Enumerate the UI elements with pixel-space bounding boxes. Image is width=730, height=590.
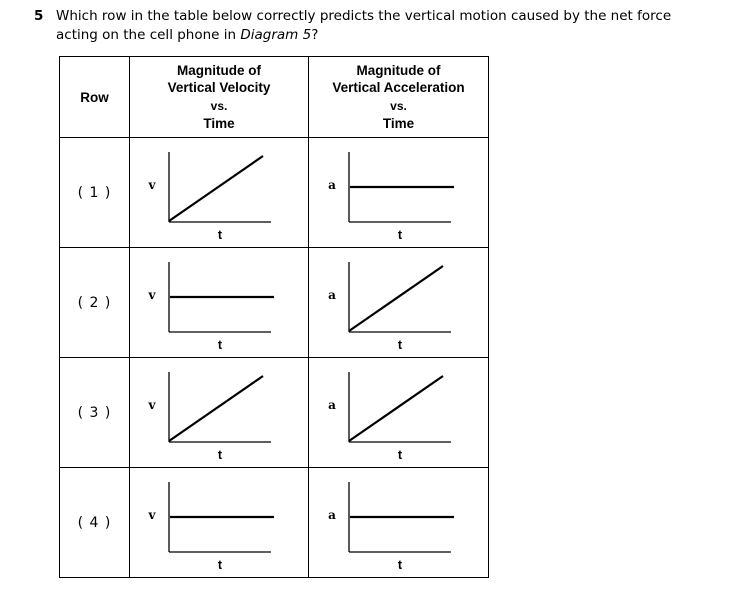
question-number: 5 <box>34 8 44 24</box>
velocity-graph <box>144 469 294 577</box>
velocity-graph-curve <box>169 376 263 441</box>
question-text-before: Which row in the table below correctly predicts the vertical motion caused by the net force acting on the cell phone in <box>56 8 672 43</box>
table-row <box>60 248 489 358</box>
header-velocity <box>130 57 309 138</box>
header-row: Row <box>60 57 130 138</box>
question-text-after: ? <box>311 27 319 43</box>
table-row <box>60 358 489 468</box>
header-acceleration-line-2: Vertical Acceleration <box>332 80 465 95</box>
header-acceleration-line-4: Time <box>382 116 415 131</box>
acceleration-graph-x-label: t <box>397 557 402 572</box>
header-velocity-line-3: vs. <box>210 99 228 113</box>
acceleration-graph-x-label: t <box>397 447 402 462</box>
header-acceleration-line-1: Magnitude of <box>356 63 441 78</box>
acceleration-graph-cell <box>309 138 489 248</box>
acceleration-graph-y-label: a <box>327 177 336 192</box>
table-header-row <box>60 57 489 138</box>
velocity-graph-curve <box>169 156 263 221</box>
question-text-italic: Diagram 5 <box>240 27 312 43</box>
velocity-graph-cell <box>130 358 309 468</box>
acceleration-graph-cell <box>309 468 489 578</box>
acceleration-graph <box>324 139 474 247</box>
header-velocity-line-1: Magnitude of <box>177 63 261 78</box>
velocity-graph-y-label: v <box>148 397 156 412</box>
acceleration-graph-cell <box>309 358 489 468</box>
velocity-graph <box>144 359 294 467</box>
row-label: ( 1 ) <box>60 138 130 248</box>
acceleration-graph-y-label: a <box>327 287 336 302</box>
velocity-graph-x-label: t <box>217 227 223 242</box>
velocity-graph-y-label: v <box>148 507 156 522</box>
row-label: ( 3 ) <box>60 358 130 468</box>
velocity-graph-x-label: t <box>217 337 223 352</box>
velocity-graph <box>144 249 294 357</box>
acceleration-graph-curve <box>349 266 443 331</box>
velocity-graph-y-label: v <box>148 287 156 302</box>
acceleration-graph-y-label: a <box>327 507 336 522</box>
velocity-graph-cell <box>130 468 309 578</box>
header-velocity-line-2: Vertical Velocity <box>167 80 271 95</box>
velocity-graph-y-label: v <box>148 177 156 192</box>
acceleration-graph-curve <box>349 376 443 441</box>
velocity-graph-x-label: t <box>217 557 223 572</box>
acceleration-graph <box>324 469 474 577</box>
header-velocity-line-4: Time <box>203 116 235 131</box>
velocity-graph-cell <box>130 248 309 358</box>
acceleration-graph-cell <box>309 248 489 358</box>
table-row <box>60 138 489 248</box>
acceleration-graph <box>324 359 474 467</box>
acceleration-graph-y-label: a <box>327 397 336 412</box>
row-label: ( 2 ) <box>60 248 130 358</box>
velocity-graph-cell <box>130 138 309 248</box>
acceleration-graph-x-label: t <box>397 337 402 352</box>
velocity-graph <box>144 139 294 247</box>
answer-table <box>59 56 489 578</box>
velocity-graph-x-label: t <box>217 447 223 462</box>
question-text <box>56 7 706 45</box>
header-acceleration <box>309 57 489 138</box>
acceleration-graph-x-label: t <box>397 227 402 242</box>
table-row <box>60 468 489 578</box>
row-label: ( 4 ) <box>60 468 130 578</box>
acceleration-graph <box>324 249 474 357</box>
header-acceleration-line-3: vs. <box>390 99 407 113</box>
